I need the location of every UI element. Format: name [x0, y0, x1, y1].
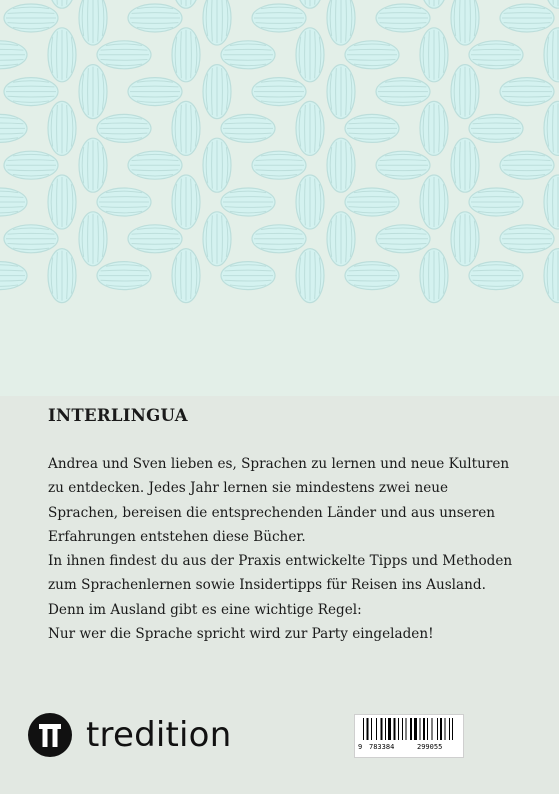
isbn-barcode	[354, 714, 464, 758]
description-paragraph: Denn im Ausland gibt es eine wichtige Regel:	[48, 601, 362, 618]
publisher-name: tredition	[86, 715, 232, 755]
barcode-group-right: 299055	[417, 743, 443, 751]
description-paragraph: Andrea und Sven lieben es, Sprachen zu lernen und neue Kulturen zu entdecken. Jedes Jahr lernen sie mindestens zwei neue Sprachen, bereisen die entsprechenden Länder und aus unseren Erfahrungen entstehen diese Bücher.	[48, 456, 510, 545]
barcode-group-left: 783384	[369, 743, 395, 751]
barcode-digit-first: 9	[358, 743, 363, 751]
description-paragraph: Nur wer die Sprache spricht wird zur Party eingeladen!	[48, 626, 434, 643]
book-title: INTERLINGUA	[48, 406, 188, 425]
cover-pattern	[0, 0, 559, 396]
description-paragraph: In ihnen findest du aus der Praxis entwickelte Tipps und Methoden zum Sprachenlernen sowie Insidertipps für Reisen ins Ausland.	[48, 553, 513, 594]
book-description	[48, 452, 518, 646]
publisher-logo	[28, 713, 231, 757]
tredition-logo-icon	[28, 713, 72, 757]
